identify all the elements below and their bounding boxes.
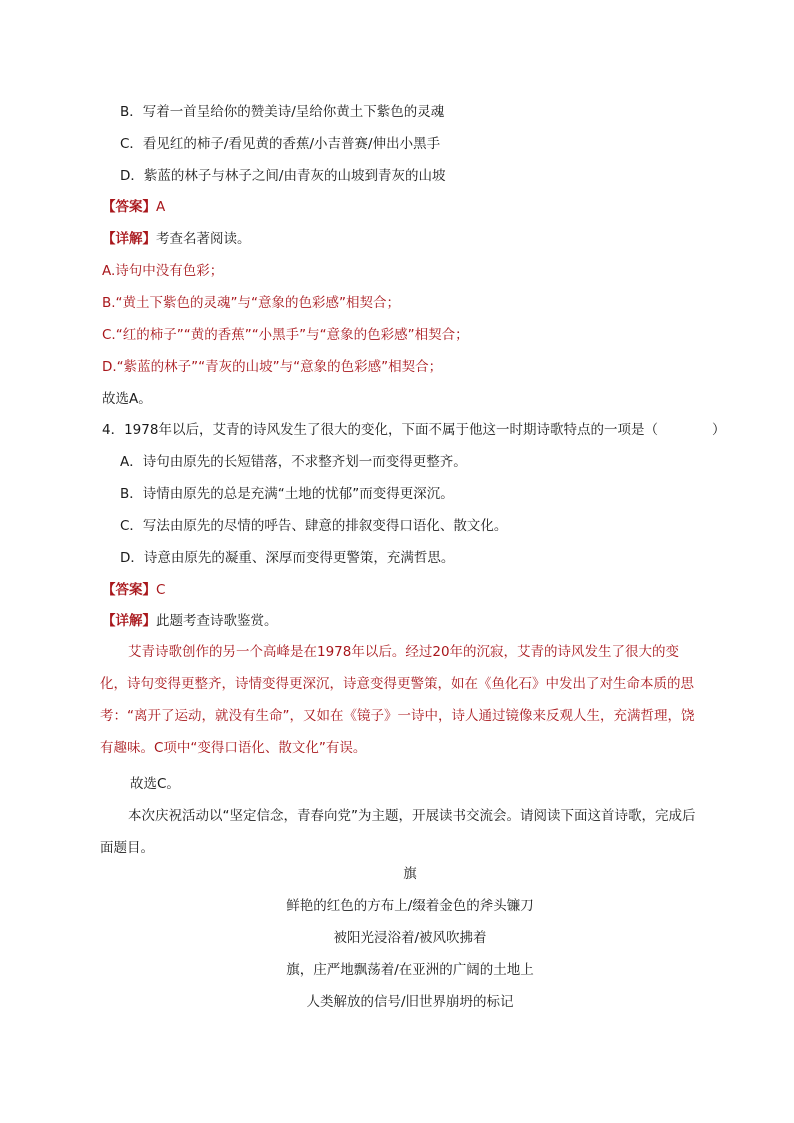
poem-line: 人类解放的信号/旧世界崩坍的标记: [306, 994, 514, 1010]
detail-label: 【详解】: [102, 613, 156, 629]
q3-option-c: C．看见红的柿子/看见黄的香蕉/小吉普赛/伸出小黑手: [120, 136, 441, 152]
q4-answer: [102, 580, 165, 600]
q3-detail-line-c: C.“红的柿子”“黄的香蕉”“小黑手”与“意象的色彩感”相契合；: [102, 327, 469, 343]
q4-explanation: 艾青诗歌创作的另一个高峰是在1978年以后。经过20年的沉寂，艾青的诗风发生了很大的变化，诗句变得更整齐，诗情变得更深沉，诗意变得更警策，如在《鱼化石》中发出了对生命本质的思考：“离开了运动，就没有生命”，又如在《镜子》一诗中，诗人通过镜像来反观人生，充满哲理，饶有趣味。C项中“变得口语化、散文化”有误。: [100, 644, 695, 756]
q4-conclusion: 故选C。: [130, 776, 180, 792]
poem-title: 旗: [403, 866, 417, 882]
poem-line: 鲜艳的红色的方布上/缀着金色的斧头镰刀: [286, 898, 534, 914]
q3-conclusion: 故选A。: [102, 391, 152, 407]
detail-text: 此题考查诗歌鉴赏。: [156, 613, 278, 629]
poem-line: 旗，庄严地飘荡着/在亚洲的广阔的土地上: [286, 962, 534, 978]
answer-label: 【答案】: [102, 582, 156, 598]
q3-answer: [102, 197, 165, 217]
intro-paragraph: 本次庆祝活动以“坚定信念，青春向党”为主题，开展读书交流会。请阅读下面这首诗歌，完成后面题目。: [100, 808, 696, 856]
q3-option-b: B．写着一首呈给你的赞美诗/呈给你黄土下紫色的灵魂: [120, 104, 445, 120]
answer-value: C: [156, 582, 166, 598]
answer-label: 【答案】: [102, 199, 156, 215]
answer-value: A: [156, 199, 166, 215]
detail-label: 【详解】: [102, 231, 156, 247]
q3-detail: [102, 229, 251, 249]
q4-detail: [102, 611, 278, 631]
poem-line: 被阳光浸浴着/被风吹拂着: [333, 930, 487, 946]
q3-detail-line-d: D.“紫蓝的林子”“青灰的山坡”与“意象的色彩感”相契合；: [102, 359, 443, 375]
q4-option-a: A．诗句由原先的长短错落，不求整齐划一而变得更整齐。: [120, 454, 467, 470]
q3-detail-line-b: B.“黄土下紫色的灵魂”与“意象的色彩感”相契合；: [102, 295, 401, 311]
q4-option-d: D．诗意由原先的凝重、深厚而变得更警策，充满哲思。: [120, 550, 455, 566]
q3-option-d: D．紫蓝的林子与林子之间/由青灰的山坡到青灰的山坡: [120, 168, 446, 184]
q4-option-b: B．诗情由原先的总是充满“土地的忧郁”而变得更深沉。: [120, 486, 454, 502]
q4-option-c: C．写法由原先的尽情的呼告、肆意的排叙变得口语化、散文化。: [120, 518, 508, 534]
detail-text: 考查名著阅读。: [156, 231, 251, 247]
q3-detail-line-a: A.诗句中没有色彩；: [102, 263, 224, 279]
q4-question: 4．1978年以后，艾青的诗风发生了很大的变化，下面不属于他这一时期诗歌特点的一项是（ ）: [102, 422, 726, 438]
